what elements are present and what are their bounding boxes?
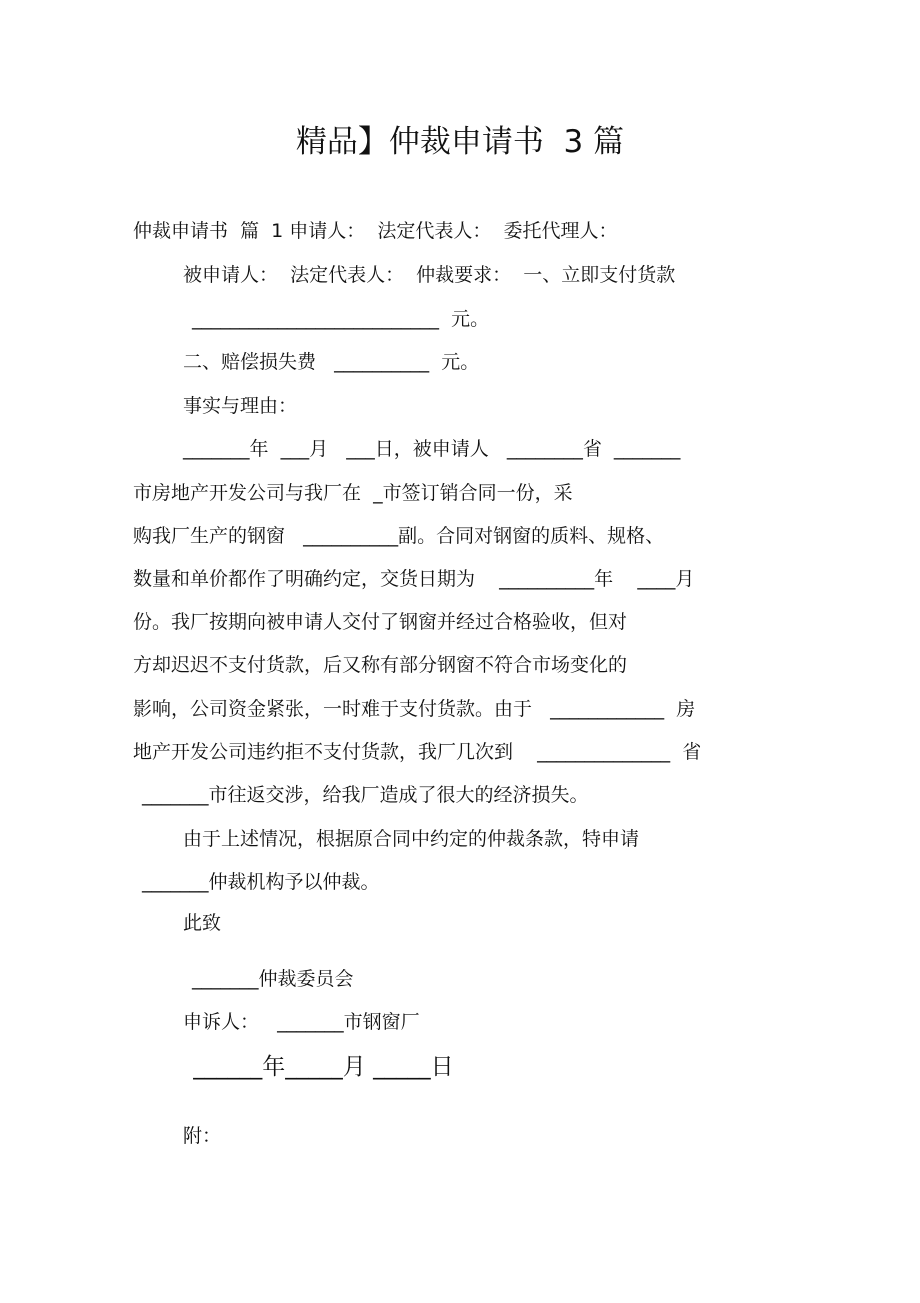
paragraph-facts-heading: 事实与理由： <box>183 395 298 417</box>
paragraph-facts-line-1: _______年 ___月 ___日，被申请人 ________省 _______ <box>183 438 681 460</box>
attachment-label: 附： <box>183 1125 222 1147</box>
paragraph-facts-line-5: 份。我厂按期向被申请人交付了钢窗并经过合格验收，但对 <box>133 611 628 633</box>
paragraph-applicant-header: 仲裁申请书 篇 1 申请人： 法定代表人： 委托代理人： <box>133 220 618 242</box>
paragraph-facts-line-8: 地产开发公司违约拒不支付货款，我厂几次到 ______________ 省 <box>133 741 702 763</box>
signature-date: ______年_____月 _____日 <box>186 1054 454 1080</box>
paragraph-facts-line-2: 市房地产开发公司与我厂在 _市签订销合同一份，采 <box>133 482 573 504</box>
paragraph-payment-amount: __________________________ 元。 <box>186 308 490 330</box>
document-title: 精品】仲裁申请书 3 篇 <box>295 124 625 160</box>
paragraph-request-line-2: _______仲裁机构予以仲裁。 <box>136 871 380 893</box>
closing-salutation: 此致 <box>183 912 222 934</box>
paragraph-request-line-1: 由于上述情况，根据原合同中约定的仲裁条款，特申请 <box>183 828 640 850</box>
paragraph-facts-line-7: 影响，公司资金紧张，一时难于支付货款。由于 ____________ 房 <box>133 698 696 720</box>
paragraph-facts-line-9: _______市往返交涉，给我厂造成了很大的经济损失。 <box>136 784 589 806</box>
paragraph-respondent-header: 被申请人： 法定代表人： 仲裁要求： 一、立即支付货款 <box>183 264 676 286</box>
paragraph-facts-line-3: 购我厂生产的钢窗 __________副。合同对钢窗的质料、规格、 <box>133 525 665 547</box>
signature-applicant: 申诉人： _______市钢窗厂 <box>183 1011 420 1033</box>
paragraph-compensation: 二、赔偿损失费 __________ 元。 <box>183 351 480 373</box>
addressee-committee: _______仲裁委员会 <box>186 968 354 990</box>
paragraph-facts-line-4: 数量和单价都作了明确约定，交货日期为 __________年 ____月 <box>133 568 695 590</box>
paragraph-facts-line-6: 方却迟迟不支付货款，后又称有部分钢窗不符合市场变化的 <box>133 654 628 676</box>
